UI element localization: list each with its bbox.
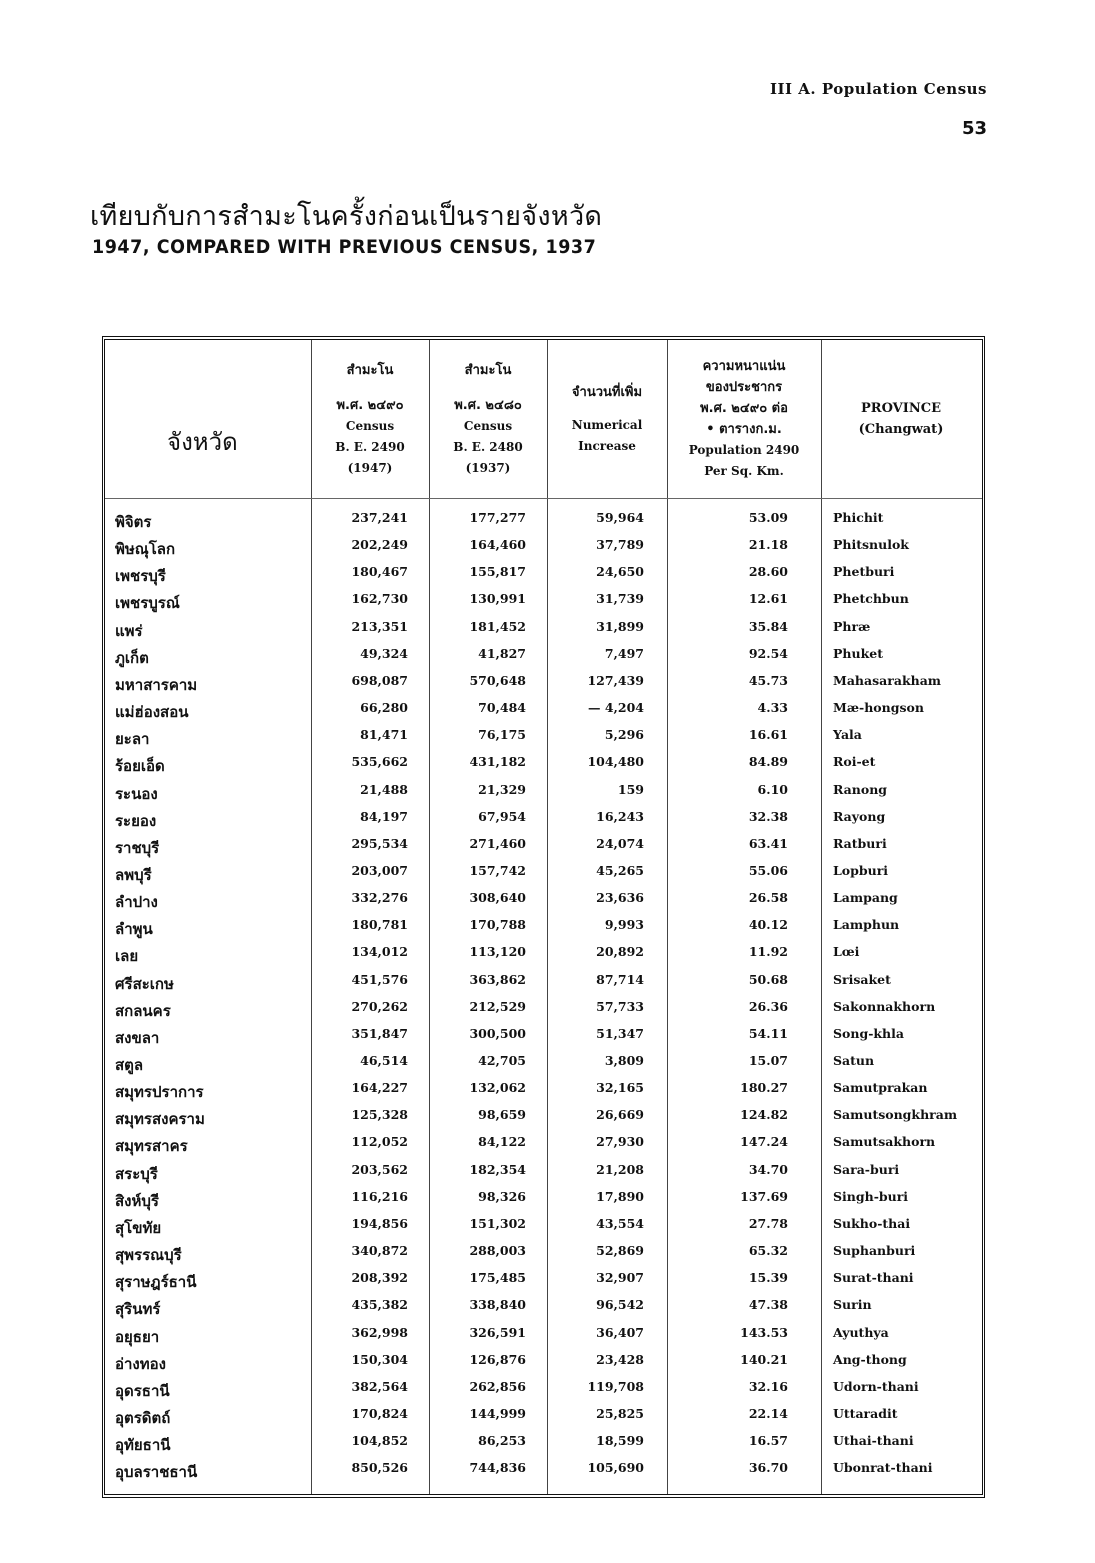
province-english: Ayuthya	[833, 1324, 889, 1340]
header-label: Census	[463, 418, 513, 433]
header-label: จำนวนที่เพิ่ม	[571, 384, 643, 400]
census-1937-cell: 326,591	[469, 1324, 526, 1340]
increase-cell: 32,165	[596, 1080, 644, 1096]
page-number: 53	[961, 118, 987, 139]
increase-cell: 52,869	[596, 1243, 644, 1259]
table-row	[105, 972, 982, 999]
table-row	[105, 1433, 982, 1460]
density-cell: 15.39	[748, 1270, 788, 1286]
province-english: Samutsongkhram	[833, 1107, 958, 1123]
density-cell: 36.70	[748, 1460, 788, 1476]
density-cell: 32.38	[748, 808, 788, 824]
census-1947-cell: 213,351	[351, 618, 408, 634]
census-1947-cell: 203,007	[351, 862, 408, 878]
province-english: Lœi	[833, 944, 860, 960]
title-english: 1947, COMPARED WITH PREVIOUS CENSUS, 1937	[92, 236, 597, 258]
header-label: B. E. 2490	[335, 439, 405, 454]
increase-cell: 159	[617, 781, 644, 797]
increase-cell: 17,890	[596, 1188, 644, 1204]
province-thai: เพชรบูรณ์	[115, 594, 180, 613]
province-english: Yala	[833, 727, 862, 743]
census-1947-cell: 170,824	[351, 1405, 408, 1421]
province-english: Lopburi	[833, 862, 889, 878]
table-row	[105, 510, 982, 537]
census-1947-cell: 698,087	[351, 672, 408, 688]
increase-cell: 31,899	[596, 618, 644, 634]
table-row	[105, 1460, 982, 1487]
density-cell: 27.78	[748, 1215, 788, 1231]
table-row	[105, 1134, 982, 1161]
census-1947-cell: 66,280	[360, 700, 408, 716]
density-cell: 26.36	[748, 998, 788, 1014]
census-1937-cell: 170,788	[469, 917, 526, 933]
province-thai: อ่างทอง	[115, 1354, 166, 1373]
census-1947-cell: 451,576	[351, 971, 408, 987]
census-1947-cell: 435,382	[351, 1297, 408, 1313]
header-province-english	[821, 340, 981, 498]
increase-cell: 59,964	[596, 510, 644, 525]
province-thai: ภูเก็ต	[115, 648, 149, 667]
header-label: • ตารางก.ม.	[706, 422, 782, 437]
province-english: Uthai-thani	[833, 1433, 914, 1449]
table-row	[105, 1352, 982, 1379]
census-1937-cell: 570,648	[469, 672, 526, 688]
increase-cell: — 4,204	[588, 700, 644, 716]
census-1937-cell: 84,122	[478, 1134, 526, 1150]
census-1937-cell: 113,120	[469, 944, 526, 960]
density-cell: 53.09	[748, 510, 788, 525]
census-1947-cell: 270,262	[351, 998, 408, 1014]
increase-cell: 32,907	[596, 1270, 644, 1286]
density-cell: 28.60	[748, 564, 788, 580]
density-cell: 140.21	[740, 1351, 788, 1367]
density-cell: 12.61	[748, 591, 788, 607]
province-english: Phuket	[833, 645, 883, 661]
table-row	[105, 1270, 982, 1297]
census-1937-cell: 300,500	[469, 1025, 526, 1041]
province-english: Lampang	[833, 890, 898, 906]
census-1947-cell: 340,872	[351, 1243, 408, 1259]
census-1947-cell: 332,276	[351, 890, 408, 906]
increase-cell: 9,993	[604, 917, 644, 933]
table-row	[105, 646, 982, 673]
table-row	[105, 1162, 982, 1189]
census-1937-cell: 132,062	[469, 1080, 526, 1096]
province-english: Rayong	[833, 808, 886, 824]
census-1947-cell: 81,471	[360, 727, 408, 743]
increase-cell: 18,599	[596, 1433, 644, 1449]
increase-cell: 57,733	[596, 998, 644, 1014]
header-label: พ.ศ. ๒๔๘๐	[454, 397, 522, 413]
province-thai: อุบลราชธานี	[115, 1463, 198, 1482]
density-cell: 47.38	[748, 1297, 788, 1313]
census-1947-cell: 162,730	[351, 591, 408, 607]
province-thai: สตูล	[115, 1056, 144, 1074]
header-census-1947	[311, 340, 429, 498]
increase-cell: 36,407	[596, 1324, 644, 1340]
table-row	[105, 1080, 982, 1107]
header-rule	[105, 498, 982, 499]
census-1947-cell: 202,249	[351, 537, 408, 553]
table-row	[105, 1189, 982, 1216]
table-row	[105, 1325, 982, 1352]
province-thai: แพร่	[115, 621, 143, 640]
census-1937-cell: 271,460	[469, 835, 526, 851]
table-row	[105, 809, 982, 836]
census-1947-cell: 112,052	[351, 1134, 408, 1150]
header-label: Population 2490	[688, 443, 800, 457]
running-head: III A. Population Census	[770, 80, 987, 98]
table-row	[105, 564, 982, 591]
table-row	[105, 537, 982, 564]
province-thai: สมุทรสงคราม	[115, 1110, 205, 1129]
census-1937-cell: 126,876	[469, 1351, 526, 1367]
census-1937-cell: 288,003	[469, 1243, 526, 1259]
density-cell: 84.89	[748, 754, 788, 770]
density-cell: 35.84	[748, 618, 788, 634]
increase-cell: 87,714	[596, 971, 644, 987]
province-english: Phetburi	[833, 564, 895, 580]
table-row	[105, 754, 982, 781]
province-thai: ศรีสะเกษ	[115, 974, 174, 993]
increase-cell: 25,825	[596, 1405, 644, 1421]
header-label: Census	[345, 418, 395, 433]
province-thai: สิงห์บุรี	[115, 1191, 159, 1210]
header-label: ของประชากร	[705, 380, 783, 395]
province-thai: ร้อยเอ็ด	[115, 757, 165, 776]
census-1937-cell: 130,991	[469, 591, 526, 607]
increase-cell: 96,542	[596, 1297, 644, 1313]
increase-cell: 23,636	[596, 890, 644, 906]
province-english: Phitsnulok	[833, 537, 909, 553]
increase-cell: 104,480	[587, 754, 644, 770]
table-row	[105, 591, 982, 618]
density-cell: 65.32	[748, 1243, 788, 1259]
density-cell: 21.18	[748, 537, 788, 553]
census-1937-cell: 431,182	[469, 754, 526, 770]
table-row	[105, 944, 982, 971]
census-1937-cell: 67,954	[478, 808, 526, 824]
density-cell: 143.53	[740, 1324, 788, 1340]
census-1947-cell: 194,856	[351, 1215, 408, 1231]
census-1937-cell: 42,705	[478, 1053, 526, 1068]
province-thai: พิษณุโลก	[115, 540, 176, 559]
density-cell: 34.70	[748, 1161, 788, 1177]
census-1947-cell: 362,998	[351, 1324, 408, 1340]
density-cell: 11.92	[748, 944, 788, 960]
table-row	[105, 727, 982, 754]
census-1947-cell: 180,781	[351, 917, 408, 933]
increase-cell: 45,265	[596, 862, 644, 878]
increase-cell: 26,669	[596, 1107, 644, 1123]
increase-cell: 127,439	[587, 672, 644, 688]
province-english: Ranong	[833, 781, 888, 797]
census-1937-cell: 177,277	[469, 510, 526, 525]
province-thai: ยะลา	[115, 730, 150, 749]
density-cell: 22.14	[748, 1405, 788, 1421]
density-cell: 50.68	[748, 971, 788, 987]
increase-cell: 51,347	[596, 1025, 644, 1041]
header-density	[667, 340, 821, 498]
census-1937-cell: 308,640	[469, 890, 526, 906]
increase-cell: 20,892	[596, 944, 644, 960]
province-english: Ang-thong	[833, 1351, 907, 1367]
census-1937-cell: 262,856	[469, 1378, 526, 1394]
table-row	[105, 890, 982, 917]
header-label: สำมะโน	[464, 362, 512, 378]
census-1947-cell: 134,012	[351, 944, 408, 960]
province-thai: ลพบุรี	[115, 865, 152, 884]
census-1937-cell: 175,485	[469, 1270, 526, 1286]
table-row	[105, 1216, 982, 1243]
census-1947-cell: 203,562	[351, 1161, 408, 1177]
density-cell: 4.33	[757, 700, 788, 716]
increase-cell: 7,497	[604, 645, 644, 661]
header-census-1937	[429, 340, 547, 498]
header-label: (1947)	[347, 460, 393, 475]
density-cell: 40.12	[748, 917, 788, 933]
census-1937-cell: 41,827	[478, 645, 526, 661]
province-thai: สุราษฎร์ธานี	[115, 1273, 197, 1292]
header-label: พ.ศ. ๒๔๙๐ ต่อ	[700, 401, 788, 416]
header-province-thai: จังหวัด	[167, 428, 238, 456]
table-row	[105, 999, 982, 1026]
province-thai: พิจิตร	[115, 513, 152, 531]
increase-cell: 24,074	[596, 835, 644, 851]
census-1947-cell: 104,852	[351, 1433, 408, 1449]
province-thai: ลำปาง	[115, 893, 158, 912]
census-1947-cell: 164,227	[351, 1080, 408, 1096]
census-1937-cell: 338,840	[469, 1297, 526, 1313]
increase-cell: 105,690	[587, 1460, 644, 1476]
census-1937-cell: 144,999	[469, 1405, 526, 1421]
census-1937-cell: 151,302	[469, 1215, 526, 1231]
increase-cell: 23,428	[596, 1351, 644, 1367]
census-1937-cell: 181,452	[469, 618, 526, 634]
header-label: พ.ศ. ๒๔๙๐	[336, 397, 404, 413]
census-1947-cell: 21,488	[360, 781, 408, 797]
census-1937-cell: 70,484	[478, 700, 526, 716]
census-1947-cell: 351,847	[351, 1025, 408, 1041]
province-english: Lamphun	[833, 917, 900, 933]
census-1937-cell: 157,742	[469, 862, 526, 878]
increase-cell: 21,208	[596, 1161, 644, 1177]
province-thai: อุทัยธานี	[115, 1436, 171, 1455]
table-row	[105, 1297, 982, 1324]
census-1937-cell: 76,175	[478, 727, 526, 743]
table-row	[105, 700, 982, 727]
density-cell: 92.54	[748, 645, 788, 661]
density-cell: 16.57	[748, 1433, 788, 1449]
table-row	[105, 1243, 982, 1270]
census-1947-cell: 295,534	[351, 835, 408, 851]
province-english: Phichit	[833, 510, 884, 525]
province-english: Samutprakan	[833, 1080, 928, 1096]
province-english: Ubonrat-thani	[833, 1460, 933, 1476]
province-english: Mahasarakham	[833, 672, 942, 688]
province-thai: อุดรธานี	[115, 1381, 170, 1400]
header-increase	[547, 340, 667, 498]
density-cell: 32.16	[748, 1378, 788, 1394]
census-1937-cell: 98,659	[478, 1107, 526, 1123]
header-label: B. E. 2480	[453, 439, 523, 454]
province-thai: ราชบุรี	[115, 838, 160, 857]
census-1947-cell: 49,324	[360, 645, 408, 661]
province-english: Ratburi	[833, 835, 887, 851]
increase-cell: 24,650	[596, 564, 644, 580]
province-english: Samutsakhorn	[833, 1134, 936, 1150]
increase-cell: 31,739	[596, 591, 644, 607]
province-english: Sara-buri	[833, 1161, 900, 1177]
province-thai: อุตรดิตถ์	[115, 1408, 171, 1427]
province-thai: สุโขทัย	[115, 1218, 162, 1237]
province-thai: สุพรรณบุรี	[115, 1246, 182, 1265]
census-1937-cell: 363,862	[469, 971, 526, 987]
census-1947-cell: 850,526	[351, 1460, 408, 1476]
province-english: Surin	[833, 1297, 872, 1313]
header-label: Increase	[578, 438, 636, 453]
census-1947-cell: 116,216	[351, 1188, 408, 1204]
province-english: Srisaket	[833, 971, 891, 987]
increase-cell: 16,243	[596, 808, 644, 824]
census-1947-cell: 180,467	[351, 564, 408, 580]
table-row	[105, 673, 982, 700]
table-row	[105, 1026, 982, 1053]
increase-cell: 3,809	[604, 1053, 644, 1068]
density-cell: 26.58	[748, 890, 788, 906]
province-thai: ระยอง	[115, 811, 157, 830]
census-1937-cell: 21,329	[478, 781, 526, 797]
header-label: (Changwat)	[858, 422, 944, 437]
density-cell: 55.06	[748, 862, 788, 878]
province-english: Singh-buri	[833, 1188, 909, 1204]
increase-cell: 43,554	[596, 1215, 644, 1231]
header-label: (1937)	[465, 460, 511, 475]
header-label: Numerical	[571, 417, 643, 432]
census-1937-cell: 86,253	[478, 1433, 526, 1449]
province-english: Sakonnakhorn	[833, 998, 936, 1014]
province-thai: สมุทรปราการ	[115, 1083, 204, 1102]
increase-cell: 119,708	[587, 1378, 644, 1394]
increase-cell: 27,930	[596, 1134, 644, 1150]
province-thai: ระนอง	[115, 784, 158, 803]
census-1947-cell: 125,328	[351, 1107, 408, 1123]
density-cell: 137.69	[740, 1188, 788, 1204]
table-row	[105, 863, 982, 890]
table-row	[105, 1053, 982, 1080]
province-english: Mæ-hongson	[833, 700, 924, 716]
census-1947-cell: 237,241	[351, 510, 408, 525]
density-cell: 147.24	[740, 1134, 788, 1150]
density-cell: 45.73	[748, 672, 788, 688]
province-thai: สระบุรี	[115, 1164, 158, 1183]
census-1947-cell: 150,304	[351, 1351, 408, 1367]
province-thai: เลย	[115, 947, 139, 966]
province-thai: สกลนคร	[115, 1001, 171, 1020]
province-thai: แม่ฮ่องสอน	[115, 703, 189, 722]
census-1937-cell: 98,326	[478, 1188, 526, 1204]
census-table	[102, 336, 985, 1498]
header-label: Per Sq. Km.	[704, 464, 784, 478]
province-thai: เพชรบุรี	[115, 567, 166, 586]
density-cell: 180.27	[740, 1080, 788, 1096]
increase-cell: 5,296	[604, 727, 644, 743]
census-1947-cell: 46,514	[360, 1053, 408, 1068]
province-english: Sukho-thai	[833, 1215, 911, 1231]
table-row	[105, 1406, 982, 1433]
census-1937-cell: 155,817	[469, 564, 526, 580]
province-thai: สมุทรสาคร	[115, 1137, 188, 1156]
density-cell: 63.41	[748, 835, 788, 851]
province-english: Satun	[833, 1053, 875, 1068]
density-cell: 6.10	[757, 781, 788, 797]
province-thai: อยุธยา	[115, 1327, 160, 1346]
province-thai: ลำพูน	[115, 920, 153, 939]
density-cell: 54.11	[748, 1025, 788, 1041]
province-english: Phetchbun	[833, 591, 909, 607]
header-label: ความหนาแน่น	[702, 359, 786, 374]
province-english: Suphanburi	[833, 1243, 916, 1259]
province-english: Song-khla	[833, 1025, 904, 1041]
header-label: PROVINCE	[861, 401, 941, 416]
census-1947-cell: 535,662	[351, 754, 408, 770]
province-english: Phræ	[833, 618, 871, 634]
census-1947-cell: 382,564	[351, 1378, 408, 1394]
table-row	[105, 836, 982, 863]
header-label: สำมะโน	[346, 362, 394, 378]
title-thai: เทียบกับการสำมะโนครั้งก่อนเป็นรายจังหวัด	[90, 201, 603, 232]
table-row	[105, 782, 982, 809]
table-row	[105, 619, 982, 646]
table-row	[105, 1379, 982, 1406]
density-cell: 16.61	[748, 727, 788, 743]
census-1937-cell: 182,354	[469, 1161, 526, 1177]
census-1937-cell: 164,460	[469, 537, 526, 553]
province-english: Uttaradit	[833, 1405, 898, 1421]
province-thai: สงขลา	[115, 1028, 160, 1047]
province-thai: สุรินทร์	[115, 1300, 161, 1319]
province-english: Surat-thani	[833, 1270, 914, 1286]
table-row	[105, 917, 982, 944]
increase-cell: 37,789	[596, 537, 644, 553]
density-cell: 15.07	[748, 1053, 788, 1068]
province-english: Udorn-thani	[833, 1378, 919, 1394]
province-english: Roi-et	[833, 754, 876, 770]
province-thai: มหาสารคาม	[115, 675, 198, 694]
census-1947-cell: 84,197	[360, 808, 408, 824]
table-row	[105, 1107, 982, 1134]
census-1937-cell: 212,529	[469, 998, 526, 1014]
density-cell: 124.82	[740, 1107, 788, 1123]
census-1937-cell: 744,836	[469, 1460, 526, 1476]
census-1947-cell: 208,392	[351, 1270, 408, 1286]
